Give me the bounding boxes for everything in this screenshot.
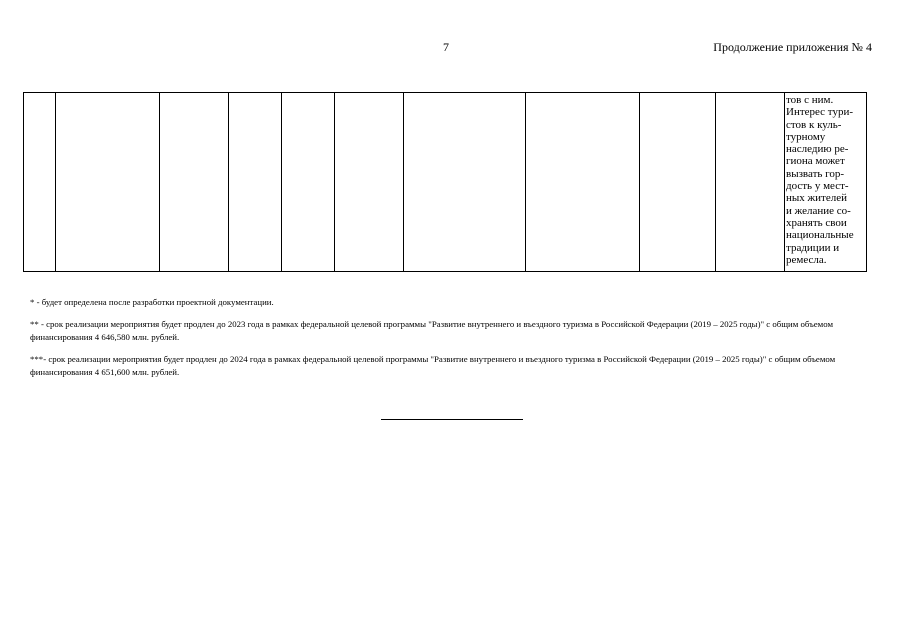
cell-text-line: и желание со- — [786, 204, 851, 217]
table-column-divider — [334, 93, 335, 271]
end-divider-line — [381, 419, 523, 420]
cell-text-line: традиции и — [786, 241, 840, 254]
page-number: 7 — [443, 40, 449, 54]
table-column-divider — [55, 93, 56, 271]
cell-text-line: дость у мест- — [786, 180, 849, 193]
cell-text-line: ремесла. — [786, 253, 827, 266]
cell-text-line: стов к куль- — [786, 118, 842, 131]
footnote-double-asterisk: ** - срок реализации мероприятия будет продлен до 2023 года в рамках федеральной целевой программы "Развитие внутреннего и въездного туризма в Российской Федерации (2019 – 2025 годы)" с общим объемом финансирования 4 646,580 млн. рублей. — [30, 319, 834, 342]
cell-text-line: ных жителей — [786, 192, 847, 205]
cell-text-line: наследию ре- — [786, 143, 849, 156]
table-column-divider — [715, 93, 716, 271]
table-column-divider — [159, 93, 160, 271]
cell-text-line: гиона может — [786, 155, 845, 168]
table-column-divider — [403, 93, 404, 271]
continuation-table — [23, 92, 867, 272]
cell-text-line: турному — [786, 130, 826, 143]
cell-text-line: вызвать гор- — [786, 167, 845, 180]
table-column-divider — [281, 93, 282, 271]
cell-text-line: национальные — [786, 229, 854, 242]
footnote-single-asterisk: * - будет определена после разработки проектной документации. — [30, 297, 274, 307]
cell-text-line: тов с ним. — [786, 94, 834, 106]
table-column-divider — [639, 93, 640, 271]
footnote-triple-asterisk: ***- срок реализации мероприятия будет продлен до 2024 года в рамках федеральной целевой программы "Развитие внутреннего и въездного туризма в Российской Федерации (2019 – 2025 годы)" с общим объемом финансирования 4 651,600 млн. рублей. — [30, 354, 836, 377]
table-column-divider — [228, 93, 229, 271]
table-column-divider — [525, 93, 526, 271]
cell-text-line: хранять свои — [786, 216, 847, 229]
table-cell-description — [785, 93, 866, 271]
continuation-title: Продолжение приложения № 4 — [713, 40, 872, 54]
cell-text-line: Интерес тури- — [786, 106, 854, 119]
